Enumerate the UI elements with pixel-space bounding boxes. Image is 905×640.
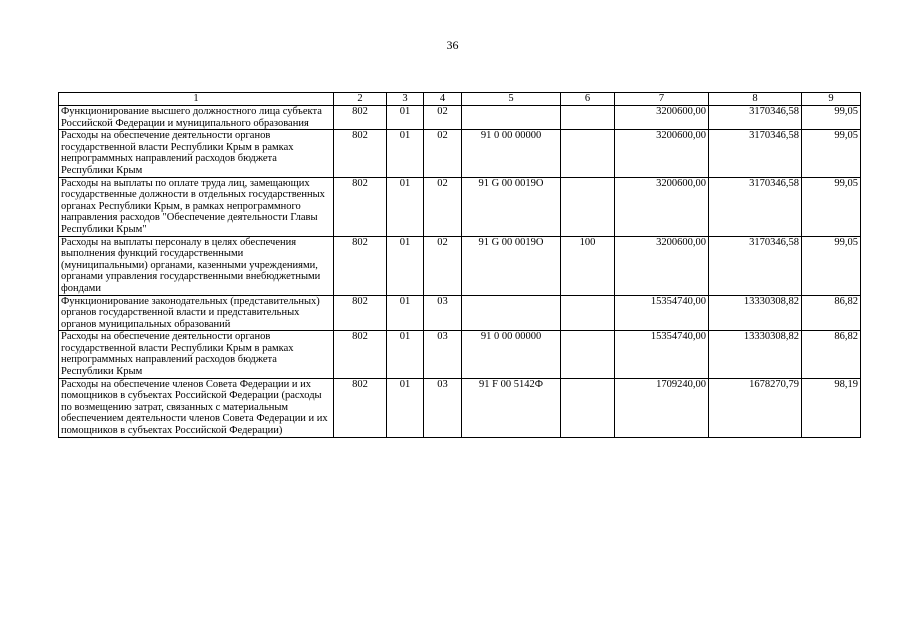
row-value-8: 13330308,82 <box>709 295 802 331</box>
row-value-8: 3170346,58 <box>709 236 802 295</box>
row-name: Расходы на обеспечение деятельности органов государственной власти Республики Крым в рамках непрограммных направлений расходов бюджета Республики Крым <box>59 130 334 177</box>
row-code-6 <box>561 331 615 378</box>
row-code-3: 01 <box>387 295 424 331</box>
column-header: 1 <box>59 93 334 106</box>
row-name: Расходы на обеспечение деятельности органов государственной власти Республики Крым в рамках непрограммных направлений расходов бюджета Республики Крым <box>59 331 334 378</box>
row-code-4: 02 <box>424 106 462 130</box>
row-code-3: 01 <box>387 106 424 130</box>
row-code-6 <box>561 177 615 236</box>
row-code-6 <box>561 130 615 177</box>
row-code-4: 02 <box>424 236 462 295</box>
row-code-3: 01 <box>387 177 424 236</box>
row-code-2: 802 <box>334 106 387 130</box>
row-code-5 <box>462 295 561 331</box>
row-value-7: 3200600,00 <box>615 130 709 177</box>
row-code-5 <box>462 106 561 130</box>
row-code-2: 802 <box>334 295 387 331</box>
column-header: 5 <box>462 93 561 106</box>
row-code-5: 91 0 00 00000 <box>462 130 561 177</box>
column-header: 8 <box>709 93 802 106</box>
column-header: 2 <box>334 93 387 106</box>
row-code-3: 01 <box>387 378 424 437</box>
column-header: 7 <box>615 93 709 106</box>
row-value-7: 15354740,00 <box>615 295 709 331</box>
row-name: Расходы на обеспечение членов Совета Федерации и их помощников в субъектах Российской Федерации (расходы по возмещению затрат, связанных с материальным обеспечением деятельности членов Совета Федерации и их помощников в субъектах Российской Федерации) <box>59 378 334 437</box>
row-value-8: 3170346,58 <box>709 177 802 236</box>
row-code-4: 03 <box>424 378 462 437</box>
row-value-9: 99,05 <box>802 106 861 130</box>
row-value-7: 3200600,00 <box>615 106 709 130</box>
row-value-9: 86,82 <box>802 295 861 331</box>
table-row <box>59 331 861 378</box>
row-value-9: 99,05 <box>802 236 861 295</box>
row-code-2: 802 <box>334 236 387 295</box>
row-code-5: 91 F 00 5142Ф <box>462 378 561 437</box>
row-value-7: 15354740,00 <box>615 331 709 378</box>
row-value-9: 98,19 <box>802 378 861 437</box>
row-name: Расходы на выплаты персоналу в целях обеспечения выполнения функций государственными (муниципальными) органами, казенными учреждениями, органами управления государственными внебюджетными фондами <box>59 236 334 295</box>
row-code-4: 03 <box>424 331 462 378</box>
row-value-9: 99,05 <box>802 130 861 177</box>
row-code-6: 100 <box>561 236 615 295</box>
row-value-9: 86,82 <box>802 331 861 378</box>
table-row <box>59 378 861 437</box>
row-name: Расходы на выплаты по оплате труда лиц, замещающих государственные должности в отдельных государственных органах Республики Крым, в рамках непрограммного направления расходов "Обеспечение деятельности Главы Республики Крым" <box>59 177 334 236</box>
table-row <box>59 130 861 177</box>
row-code-4: 02 <box>424 177 462 236</box>
header-row <box>59 93 861 106</box>
row-value-7: 1709240,00 <box>615 378 709 437</box>
page-number: 36 <box>446 38 459 52</box>
row-code-3: 01 <box>387 130 424 177</box>
row-code-5: 91 G 00 0019О <box>462 236 561 295</box>
row-name: Функционирование законодательных (представительных) органов государственной власти и представительных органов муниципальных образований <box>59 295 334 331</box>
row-name: Функционирование высшего должностного лица субъекта Российской Федерации и муниципального образования <box>59 106 334 130</box>
row-code-2: 802 <box>334 177 387 236</box>
row-value-7: 3200600,00 <box>615 236 709 295</box>
column-header: 4 <box>424 93 462 106</box>
row-code-3: 01 <box>387 236 424 295</box>
row-code-2: 802 <box>334 130 387 177</box>
row-value-8: 3170346,58 <box>709 106 802 130</box>
row-value-7: 3200600,00 <box>615 177 709 236</box>
row-code-4: 03 <box>424 295 462 331</box>
row-value-8: 13330308,82 <box>709 331 802 378</box>
row-code-6 <box>561 295 615 331</box>
row-value-9: 99,05 <box>802 177 861 236</box>
table-row <box>59 177 861 236</box>
table-row <box>59 236 861 295</box>
row-code-6 <box>561 106 615 130</box>
column-header: 3 <box>387 93 424 106</box>
row-code-3: 01 <box>387 331 424 378</box>
row-code-5: 91 G 00 0019О <box>462 177 561 236</box>
table-row <box>59 295 861 331</box>
row-value-8: 1678270,79 <box>709 378 802 437</box>
row-code-5: 91 0 00 00000 <box>462 331 561 378</box>
budget-table <box>58 92 861 438</box>
row-code-4: 02 <box>424 130 462 177</box>
table-row <box>59 106 861 130</box>
column-header: 6 <box>561 93 615 106</box>
column-header: 9 <box>802 93 861 106</box>
row-code-2: 802 <box>334 331 387 378</box>
row-code-6 <box>561 378 615 437</box>
row-value-8: 3170346,58 <box>709 130 802 177</box>
row-code-2: 802 <box>334 378 387 437</box>
